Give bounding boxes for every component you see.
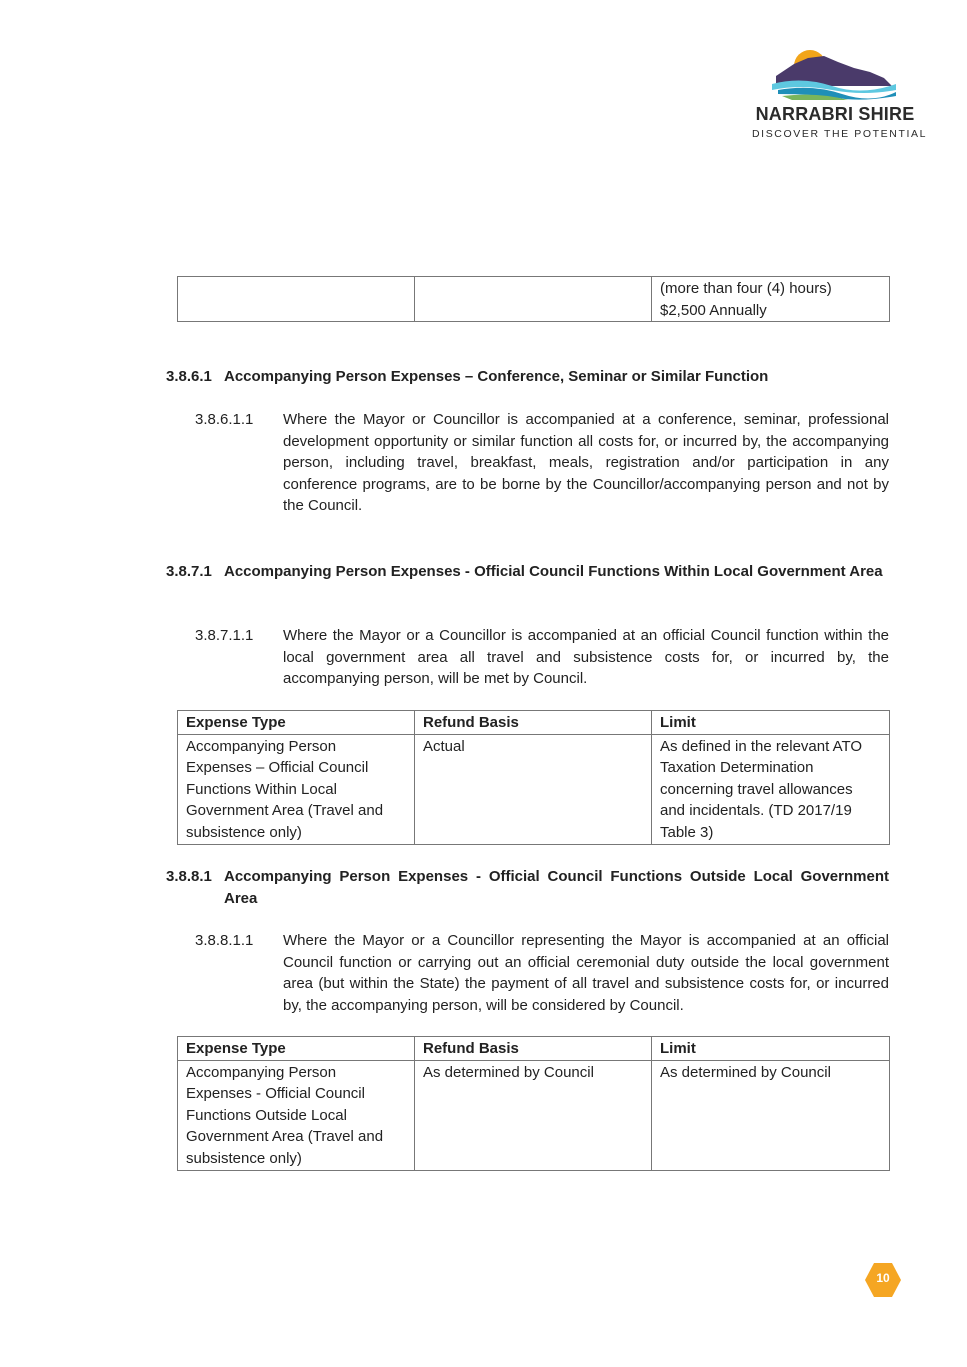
section-heading: [166, 561, 889, 583]
table-row: [178, 1060, 890, 1170]
table-row: [178, 277, 890, 322]
table-header-row: [178, 711, 890, 735]
table-cell: (more than four (4) hours) $2,500 Annually: [652, 277, 890, 322]
logo-emblem-icon: [772, 46, 898, 102]
table-row: [178, 734, 890, 844]
column-header: Limit: [652, 711, 890, 735]
column-header: Expense Type: [178, 1037, 415, 1061]
continuation-table: [177, 276, 890, 322]
section-paragraph: [195, 625, 889, 690]
table-cell: Accompanying Person Expenses - Official Council Functions Outside Local Government Area (Travel and subsistence only): [178, 1060, 415, 1170]
column-header: Limit: [652, 1037, 890, 1061]
section-number: 3.8.7.1: [166, 563, 212, 580]
section-title: Accompanying Person Expenses – Conference, Seminar or Similar Function: [224, 368, 769, 385]
logo-tagline: DISCOVER THE POTENTIAL: [752, 128, 928, 140]
paragraph-text: Where the Mayor or Councillor is accompanied at a conference, seminar, professional development opportunity or similar function all costs for, or incurred by, the accompanying person, including travel, breakfast, meals, registration and/or participation in any conference programs, are to be borne by the Councillor/accompanying person and not by the Council.: [283, 411, 889, 515]
logo-name: NARRABRI SHIRE: [755, 104, 915, 124]
page-number-badge: [864, 1262, 902, 1298]
table-cell: Accompanying Person Expenses – Official Council Functions Within Local Government Area (Travel and subsistence only): [178, 734, 415, 844]
section-title: Accompanying Person Expenses - Official Council Functions Outside Local Government Area: [224, 868, 889, 907]
section-paragraph: [195, 409, 889, 517]
expense-table: [177, 1036, 890, 1171]
paragraph-text: Where the Mayor or a Councillor is accompanied at an official Council function within the local government area all travel and subsistence costs for, or incurred by, the accompanying person, will be met by Council.: [283, 627, 889, 688]
section-paragraph: [195, 930, 889, 1016]
section-number: 3.8.6.1: [166, 368, 212, 385]
section-number: 3.8.8.1: [166, 868, 212, 885]
column-header: Expense Type: [178, 711, 415, 735]
column-header: Refund Basis: [415, 711, 652, 735]
paragraph-number: 3.8.7.1.1: [195, 627, 254, 644]
table-header-row: [178, 1037, 890, 1061]
table-cell: As defined in the relevant ATO Taxation Determination concerning travel allowances and incidentals. (TD 2017/19 Table 3): [652, 734, 890, 844]
table-cell: As determined by Council: [652, 1060, 890, 1170]
table-cell: [178, 277, 415, 322]
narrabri-shire-logo: [752, 46, 928, 146]
table-cell: [415, 277, 652, 322]
section-heading: [166, 366, 889, 388]
table-cell: Actual: [415, 734, 652, 844]
page-number: 10: [876, 1271, 890, 1285]
section-title: Accompanying Person Expenses - Official Council Functions Within Local Government Area: [224, 563, 883, 580]
paragraph-number: 3.8.8.1.1: [195, 932, 254, 949]
column-header: Refund Basis: [415, 1037, 652, 1061]
paragraph-text: Where the Mayor or a Councillor representing the Mayor is accompanied at an official Council function or carrying out an official ceremonial duty outside the local government area (but within the State) the payment of all travel and subsistence costs for, or incurred by, the accompanying person, will be considered by Council.: [283, 932, 889, 1014]
table-cell: As determined by Council: [415, 1060, 652, 1170]
expense-table: [177, 710, 890, 845]
paragraph-number: 3.8.6.1.1: [195, 411, 254, 428]
section-heading: [166, 866, 889, 909]
